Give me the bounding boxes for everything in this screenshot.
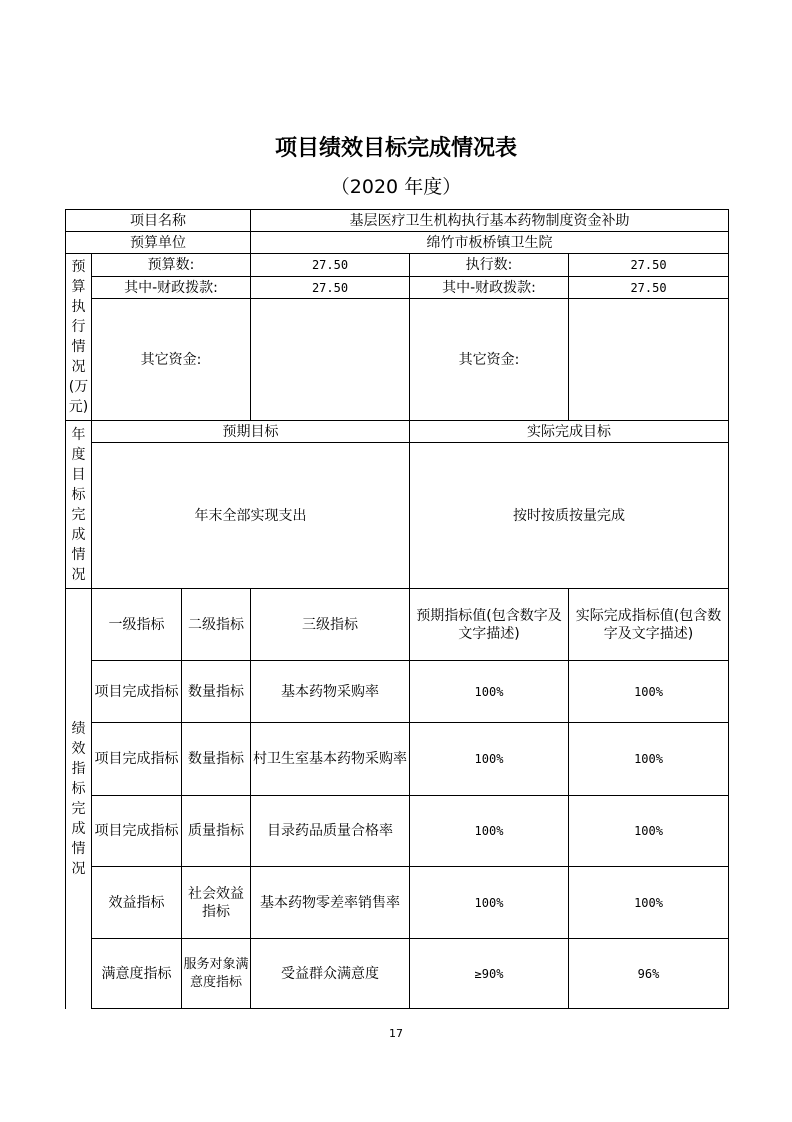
table-row bbox=[66, 443, 729, 589]
header-level3: 三级指标 bbox=[251, 589, 410, 661]
project-name-label: 项目名称 bbox=[66, 210, 251, 232]
exec-amount-label: 执行数: bbox=[410, 254, 569, 277]
row-level2: 服务对象满意度指标 bbox=[182, 939, 251, 1009]
table-row bbox=[66, 277, 729, 299]
table-row bbox=[66, 421, 729, 443]
fiscal-value-exec: 27.50 bbox=[569, 277, 729, 299]
row-level2: 数量指标 bbox=[182, 723, 251, 796]
fiscal-label-budget: 其中-财政拨款: bbox=[92, 277, 251, 299]
annual-section-label: 年 度 目 标 完 成 情 况 bbox=[66, 421, 92, 589]
table-row bbox=[66, 210, 729, 232]
row-level3: 受益群众满意度 bbox=[251, 939, 410, 1009]
row-actual: 96% bbox=[569, 939, 729, 1009]
row-expected: ≥90% bbox=[410, 939, 569, 1009]
page-number: 17 bbox=[389, 1027, 403, 1040]
table-row bbox=[66, 939, 729, 1009]
other-funds-value-budget bbox=[251, 299, 410, 421]
row-level1: 项目完成指标 bbox=[92, 661, 182, 723]
row-actual: 100% bbox=[569, 723, 729, 796]
row-expected: 100% bbox=[410, 723, 569, 796]
other-funds-value-exec bbox=[569, 299, 729, 421]
row-level2: 社会效益指标 bbox=[182, 867, 251, 939]
row-level3: 村卫生室基本药物采购率 bbox=[251, 723, 410, 796]
row-level1: 效益指标 bbox=[92, 867, 182, 939]
row-actual: 100% bbox=[569, 867, 729, 939]
fiscal-label-exec: 其中-财政拨款: bbox=[410, 277, 569, 299]
page-title: 项目绩效目标完成情况表 bbox=[274, 136, 517, 161]
header-expected-value: 预期指标值(包含数字及文字描述) bbox=[410, 589, 569, 661]
actual-goal-value: 按时按质按量完成 bbox=[410, 443, 729, 589]
other-funds-label-exec: 其它资金: bbox=[410, 299, 569, 421]
fiscal-value-budget: 27.50 bbox=[251, 277, 410, 299]
table-row bbox=[66, 796, 729, 867]
table-row bbox=[66, 589, 729, 661]
row-level1: 满意度指标 bbox=[92, 939, 182, 1009]
page-subtitle: （2020 年度） bbox=[330, 176, 462, 198]
table-row bbox=[66, 299, 729, 421]
exec-amount-value: 27.50 bbox=[569, 254, 729, 277]
table-row bbox=[66, 232, 729, 254]
row-expected: 100% bbox=[410, 796, 569, 867]
row-actual: 100% bbox=[569, 796, 729, 867]
table-row bbox=[66, 867, 729, 939]
row-level3: 目录药品质量合格率 bbox=[251, 796, 410, 867]
header-actual-value: 实际完成指标值(包含数字及文字描述) bbox=[569, 589, 729, 661]
row-level1: 项目完成指标 bbox=[92, 723, 182, 796]
budget-unit-label: 预算单位 bbox=[66, 232, 251, 254]
budget-amount-value: 27.50 bbox=[251, 254, 410, 277]
table-row bbox=[66, 661, 729, 723]
table-row bbox=[66, 254, 729, 277]
row-level1: 项目完成指标 bbox=[92, 796, 182, 867]
project-name-value: 基层医疗卫生机构执行基本药物制度资金补助 bbox=[251, 210, 729, 232]
row-level3: 基本药物零差率销售率 bbox=[251, 867, 410, 939]
performance-section-label: 绩 效 指 标 完 成 情 况 bbox=[66, 589, 92, 1009]
budget-unit-value: 绵竹市板桥镇卫生院 bbox=[251, 232, 729, 254]
budget-amount-label: 预算数: bbox=[92, 254, 251, 277]
row-level2: 数量指标 bbox=[182, 661, 251, 723]
row-level2: 质量指标 bbox=[182, 796, 251, 867]
header-level2: 二级指标 bbox=[182, 589, 251, 661]
performance-table bbox=[65, 209, 729, 1009]
row-level3: 基本药物采购率 bbox=[251, 661, 410, 723]
row-expected: 100% bbox=[410, 867, 569, 939]
other-funds-label-budget: 其它资金: bbox=[92, 299, 251, 421]
expected-goal-header: 预期目标 bbox=[92, 421, 410, 443]
actual-goal-header: 实际完成目标 bbox=[410, 421, 729, 443]
row-actual: 100% bbox=[569, 661, 729, 723]
row-expected: 100% bbox=[410, 661, 569, 723]
expected-goal-value: 年末全部实现支出 bbox=[92, 443, 410, 589]
budget-section-label: 预 算 执 行 情 况 (万 元) bbox=[66, 254, 92, 421]
header-level1: 一级指标 bbox=[92, 589, 182, 661]
table-row bbox=[66, 723, 729, 796]
